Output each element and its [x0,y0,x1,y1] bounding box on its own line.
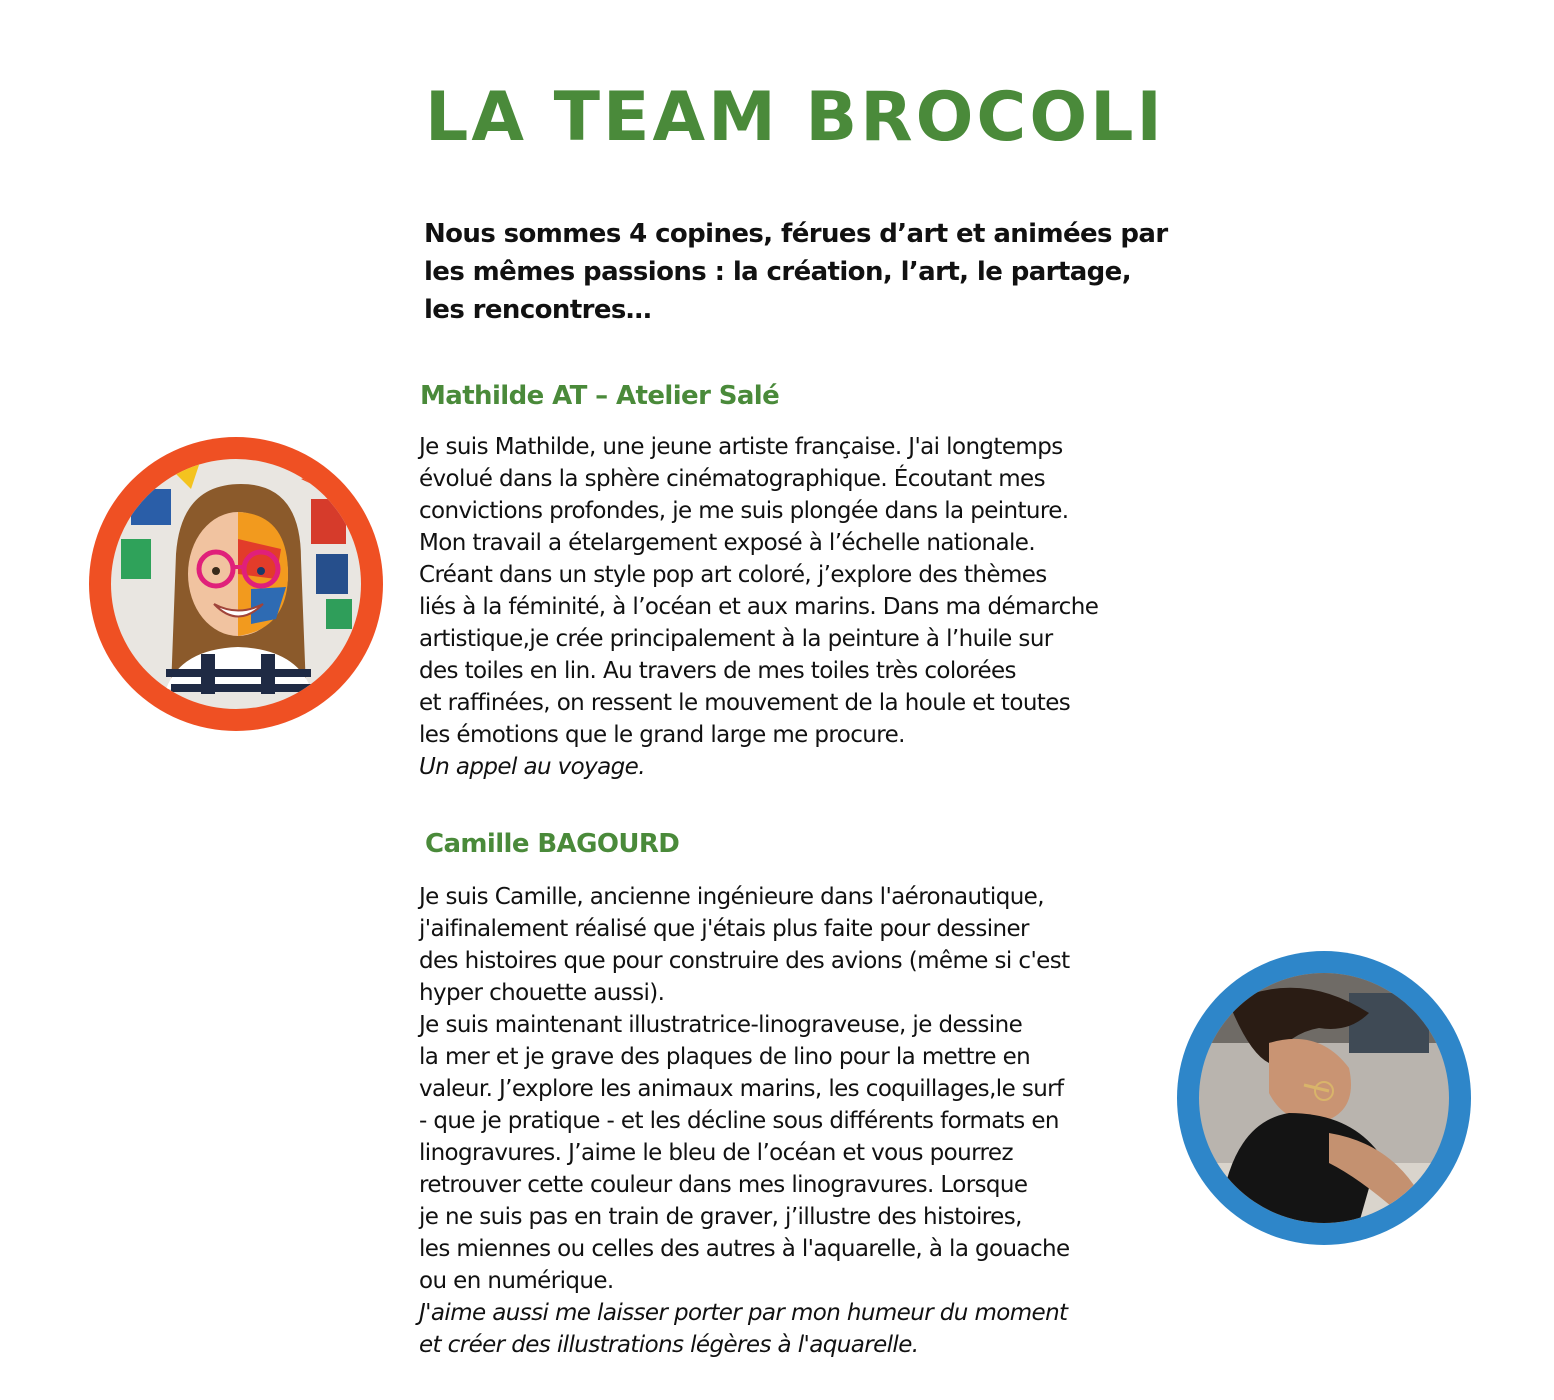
bio-line: Mon travail a ételargement exposé à l’échelle nationale. [419,530,1036,556]
intro-line: les rencontres… [424,295,652,325]
page-title: LA TEAM BROCOLI [425,78,1165,157]
bio-line: Je suis Mathilde, une jeune artiste française. J'ai longtemps [419,434,1063,460]
bio-line: je ne suis pas en train de graver, j’illustre des histoires, [419,1204,1022,1230]
bio-italic-line: J'aime aussi me laisser porter par mon humeur du moment [419,1300,1068,1326]
bio-line: liés à la féminité, à l’océan et aux marins. Dans ma démarche [419,594,1099,620]
bio-italic-line: et créer des illustrations légères à l'aquarelle. [419,1332,919,1358]
bio-line: linogravures. J’aime le bleu de l’océan et vous pourrez [419,1140,1013,1166]
camille-portrait-icon [1199,973,1449,1223]
bio-line: Je suis Camille, ancienne ingénieure dans l'aéronautique, [419,884,1044,910]
bio-line: des toiles en lin. Au travers de mes toiles très colorées [419,658,1016,684]
intro-line: les mêmes passions : la création, l’art, le partage, [424,257,1131,287]
intro-line: Nous sommes 4 copines, férues d’art et animées par [424,219,1168,249]
bio-line: les émotions que le grand large me procure. [419,722,905,748]
bio-line: des histoires que pour construire des avions (même si c'est [419,948,1070,974]
member-name-mathilde: Mathilde AT – Atelier Salé [420,381,780,411]
bio-line: artistique,je crée principalement à la peinture à l’huile sur [419,626,1053,652]
bio-line: retrouver cette couleur dans mes linogravures. Lorsque [419,1172,1028,1198]
bio-line: Je suis maintenant illustratrice-linograveuse, je dessine [419,1012,1023,1038]
bio-line: Créant dans un style pop art coloré, j’explore des thèmes [419,562,1047,588]
member-name-camille: Camille BAGOURD [425,829,680,859]
bio-line: convictions profondes, je me suis plongée dans la peinture. [419,498,1069,524]
bio-line: - que je pratique - et les décline sous différents formats en [419,1108,1059,1134]
bio-line: la mer et je grave des plaques de lino pour la mettre en [419,1044,1031,1070]
avatar-mathilde [89,437,383,731]
bio-line: et raffinées, on ressent le mouvement de la houle et toutes [419,690,1071,716]
bio-line: les miennes ou celles des autres à l'aquarelle, à la gouache [419,1236,1070,1262]
bio-line: valeur. J’explore les animaux marins, les coquillages,le surf [419,1076,1064,1102]
bio-italic-line: Un appel au voyage. [419,754,645,780]
intro-text [424,215,1184,329]
avatar-camille [1177,951,1471,1245]
bio-line: hyper chouette aussi). [419,980,665,1006]
bio-line: ou en numérique. [419,1268,614,1294]
bio-line: j'aifinalement réalisé que j'étais plus faite pour dessiner [419,916,1029,942]
bio-line: évolué dans la sphère cinématographique. Écoutant mes [419,466,1045,492]
mathilde-portrait-icon [111,459,361,709]
bio-camille [419,881,1179,1361]
bio-mathilde [419,431,1179,783]
